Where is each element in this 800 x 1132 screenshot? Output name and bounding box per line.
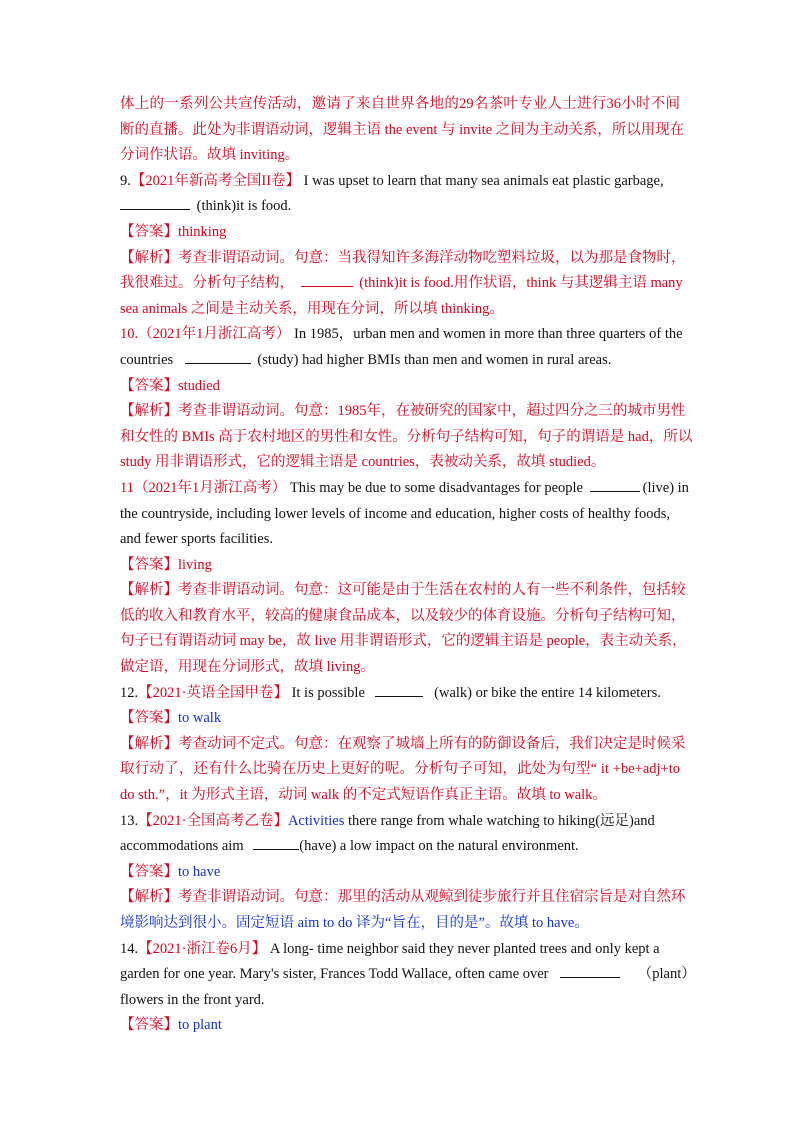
question-text: there range from whale watching to hiking(远足)and	[347, 812, 655, 829]
answer-blank	[375, 682, 423, 697]
question-10-line2	[120, 348, 680, 374]
question-11-line3: and fewer sports facilities.	[120, 531, 274, 548]
analysis-11: 低的收入和教育水平，较高的健康食品成本，以及较少的体育设施。分析句子结构可知，	[120, 607, 686, 624]
answer-value: thinking	[178, 223, 227, 240]
question-11-line2: the countryside, including lower levels of income and education, higher costs of healthy foods,	[120, 505, 671, 522]
analysis-text: 我很难过。分析句子结构，	[120, 275, 294, 292]
question-13-line2	[120, 834, 680, 860]
question-text: This may be due to some disadvantages for people	[289, 479, 583, 496]
analysis-12: 【解析】考查动词不定式。句意：在观察了城墙上所有的防御设备后，我们决定是时候采	[120, 735, 686, 752]
analysis-continued-line: 断的直播。此处为非谓语动词，逻辑主语 the event 与 invite 之间为主动关系，所以用现在	[120, 121, 685, 138]
question-13	[120, 809, 680, 835]
answer-tag: 【答案】	[120, 1017, 178, 1034]
answer-13	[120, 860, 680, 886]
question-source: 【2021年新高考全国II卷】	[130, 172, 301, 189]
answer-tag: 【答案】	[120, 556, 178, 573]
answer-value: to plant	[178, 1017, 222, 1034]
document-page	[120, 92, 696, 1039]
question-14-line3: flowers in the front yard.	[120, 991, 265, 1008]
question-text: (live) in	[642, 479, 689, 496]
analysis-9: 【解析】考查非谓语动词。句意：当我得知许多海洋动物吃塑料垃圾，以为那是食物时，	[120, 249, 686, 266]
answer-value: studied	[178, 377, 220, 394]
question-number: 9.	[120, 172, 131, 189]
question-source: 10.（2021年1月浙江高考）	[120, 326, 291, 343]
answer-blank	[301, 272, 353, 287]
question-source: 11（2021年1月浙江高考）	[120, 479, 287, 496]
answer-tag: 【答案】	[120, 710, 178, 727]
answer-value: to have	[178, 863, 221, 880]
analysis-11: 【解析】考查非谓语动词。句意：这可能是由于生活在农村的人有一些不利条件，包括较	[120, 582, 686, 599]
question-source: 【2021·浙江卷6月】	[138, 940, 267, 957]
question-number: 12.	[120, 684, 139, 701]
answer-value: to walk	[178, 710, 222, 727]
analysis-continued-line: 体上的一系列公共宣传活动，邀请了来自世界各地的29名茶叶专业人士进行36小时不间	[120, 96, 680, 112]
highlighted-word: Activities	[287, 812, 345, 829]
question-text: countries	[120, 351, 174, 368]
analysis-9	[120, 271, 683, 297]
analysis-13: 境影响达到很小。固定短语 aim to do 译为“旨在，目的是”。故填 to have。	[120, 915, 589, 931]
question-text: It is possible	[291, 684, 365, 701]
question-12	[120, 681, 680, 707]
question-14	[120, 937, 680, 963]
question-number: 13.	[120, 812, 139, 829]
analysis-continued-line: 分词作状语。故填 inviting。	[120, 147, 300, 164]
question-number: 14.	[120, 940, 139, 957]
question-text: garden for one year. Mary's sister, Frances Todd Wallace, often came over	[120, 966, 549, 983]
question-text: A long- time neighbor said they never planted trees and only kept a	[269, 940, 660, 957]
analysis-12: 取行动了，还有什么比骑在历史上更好的呢。分析句子可知，此处为句型“ it +be+adj+to	[120, 761, 680, 778]
answer-blank	[253, 835, 299, 850]
analysis-11: 做定语，用现在分词形式，故填 living。	[120, 659, 375, 676]
question-text: In 1985，urban men and women in more than three quarters of the	[294, 326, 683, 343]
answer-tag: 【答案】	[120, 223, 178, 240]
answer-10	[120, 374, 680, 400]
question-text: (walk) or bike the entire 14 kilometers.	[434, 684, 661, 701]
analysis-12: do sth.”，it 为形式主语，动词 walk 的不定式短语作真正主语。故填 to walk。	[120, 787, 607, 804]
question-text: (have) a low impact on the natural environment.	[299, 838, 579, 855]
answer-11	[120, 553, 680, 579]
analysis-text: (think)it is food.用作状语，think 与其逻辑主语 many	[359, 275, 683, 292]
question-text: (study) had higher BMIs than men and women in rural areas.	[257, 351, 612, 368]
question-text: (think)it is food.	[196, 198, 292, 215]
analysis-9: sea animals 之间是主动关系，用现在分词，所以填 thinking。	[120, 300, 504, 317]
answer-tag: 【答案】	[120, 863, 178, 880]
answer-blank	[560, 963, 620, 978]
question-14-line2	[120, 962, 696, 988]
analysis-11: 句子已有谓语动词 may be，故 live 用非谓语形式，它的逻辑主语是 people，表主动关系，	[120, 633, 687, 650]
answer-blank	[120, 195, 190, 210]
analysis-10: study 用非谓语形式，它的逻辑主语是 countries，表被动关系，故填 studied。	[120, 454, 606, 471]
answer-9	[120, 220, 680, 246]
analysis-10: 和女性的 BMIs 高于农村地区的男性和女性。分析句子结构可知，句子的谓语是 had，所以	[120, 428, 693, 445]
answer-blank	[590, 477, 640, 492]
question-11	[120, 476, 689, 502]
analysis-text: 【解析】考查非谓语动词。句意：那里的活动从观鲸到徒步旅行并且住宿宗旨是对自然环	[120, 889, 686, 906]
analysis-10: 【解析】考查非谓语动词。句意：1985年，在被研究的国家中，超过四分之三的城市男性	[120, 403, 686, 420]
answer-14	[120, 1013, 680, 1039]
question-text: （plant）	[637, 966, 696, 983]
question-text: accommodations aim	[120, 838, 244, 855]
answer-blank	[185, 349, 251, 364]
question-source: 【2021·全国高考乙卷】	[138, 812, 288, 829]
answer-tag: 【答案】	[120, 377, 178, 394]
question-10	[120, 322, 683, 348]
analysis-13	[120, 885, 686, 911]
question-9-line2	[120, 194, 680, 220]
question-source: 【2021·英语全国甲卷】	[138, 684, 288, 701]
answer-12	[120, 706, 680, 732]
answer-value: living	[178, 556, 212, 573]
question-text: I was upset to learn that many sea animals eat plastic garbage,	[303, 172, 664, 189]
question-9	[120, 169, 680, 195]
